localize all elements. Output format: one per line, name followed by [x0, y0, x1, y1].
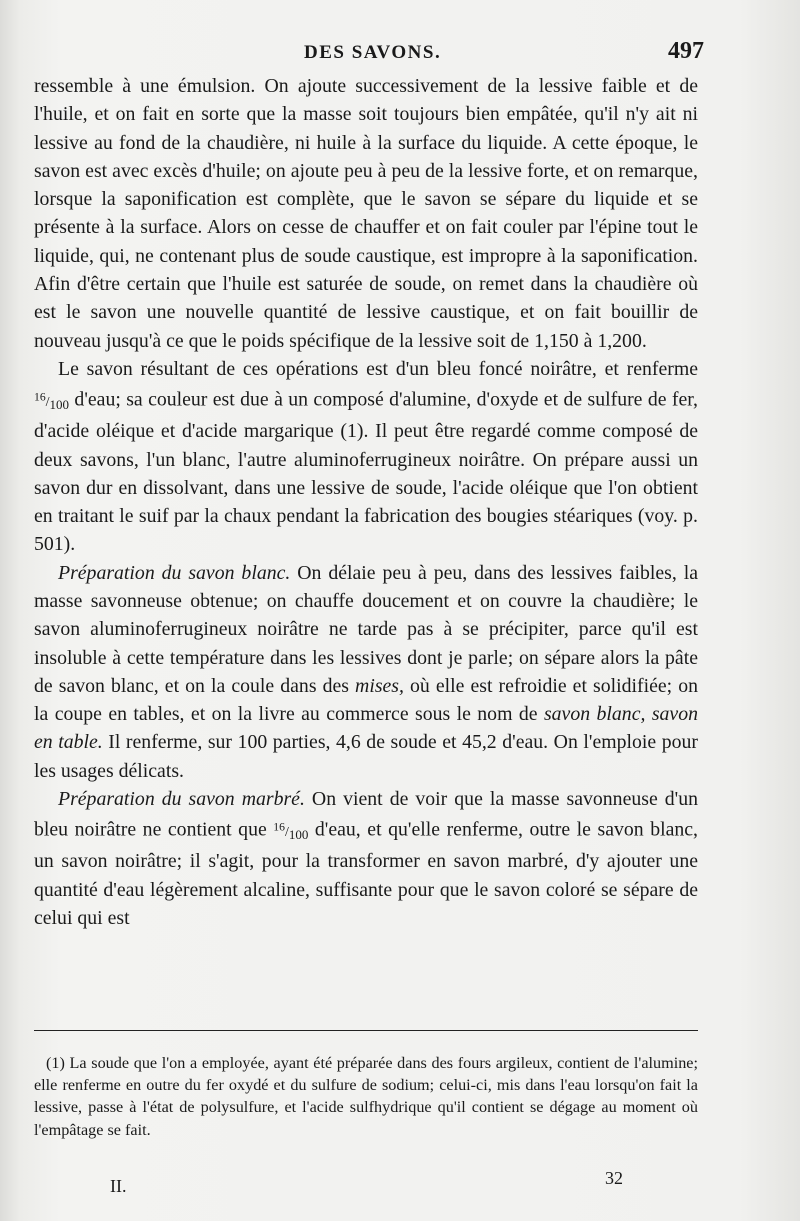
footnote-rule [34, 1030, 698, 1031]
paragraph-1: ressemble à une émulsion. On ajoute successivement de la lessive faible et de l'huile, et on fait en sorte que la masse soit toujours bien empâtée, qu'il n'y ait ni lessive au fond de la chaudière, ni huile à la surface du liquide. A cette époque, le savon est avec excès d'huile; on ajoute peu à peu de la lessive forte, et on remarque, lorsque la saponification est complète, que le savon se sépare du liquide et se présente à la surface. Alors on cesse de chauffer et on fait couler par l'épine tout le liquide, qui, ne contenant plus de soude caustique, est impropre à la saponification. Afin d'être certain que l'huile est saturée de soude, on remet dans la chaudière où est le savon une nouvelle quantité de lessive caustique, et on fait bouillir de nouveau jusqu'à ce que le poids spécifique de la lessive soit de 1,150 à 1,200. [34, 75, 698, 352]
paragraph-4-text-b: d'eau, et qu'elle renferme, outre le savon blanc, un savon noirâtre; il s'agit, pour la transformer en savon marbré, d'y ajouter une quantité d'eau légèrement alcaline, suffisante pour que le savon coloré se sépare de celui qui est [34, 819, 698, 929]
page-number: 497 [668, 38, 704, 64]
signature-mark-left: II. [110, 1176, 127, 1196]
paragraph-3-text-c: Il renferme, sur 100 parties, 4,6 de soude et 45,2 d'eau. On l'emploie pour les usages délicats. [34, 731, 698, 782]
body-text [34, 72, 698, 932]
paragraph-2 [34, 355, 698, 559]
paragraph-4-text-a: On vient de voir que la masse savonneuse d'un bleu noirâtre ne contient que [34, 788, 698, 842]
paragraph-2-text-b: d'eau; sa couleur est due à un composé d'alumine, d'oxyde et de sulfure de fer, d'acide oléique et d'acide margarique (1). Il peut être regardé comme composé de deux savons, l'un blanc, l'autre aluminoferrugineux noirâtre. On prépare aussi un savon dur en dissolvant, dans une lessive de soude, l'acide oléique que l'on obtient en traitant le suif par la chaux pendant la fabrication des bougies stéariques (voy. p. 501). [34, 388, 698, 556]
paragraph-2-text-a: Le savon résultant de ces opérations est d'un bleu foncé noirâtre, et renferme [58, 357, 698, 380]
fraction-denominator-2: 100 [288, 827, 309, 843]
section-heading-savon-marbre: Préparation du savon marbré. [58, 788, 305, 811]
section-heading-savon-blanc: Préparation du savon blanc. [58, 561, 291, 584]
paragraph-3 [34, 559, 698, 785]
term-savon-blanc: savon blanc, savon en table. [34, 703, 698, 754]
term-mises: mises, [355, 674, 404, 697]
fraction-denominator: 100 [49, 396, 70, 412]
signature-mark-right: 32 [605, 1168, 623, 1188]
running-header [34, 38, 704, 68]
footnote-1: (1) La soude que l'on a employée, ayant été préparée dans des fours argileux, contient de l'alumine; elle renferme en outre du fer oxydé et du sulfure de sodium; celui-ci, mis dans l'eau lorsqu'on fait la lessive, passe à l'état de polysulfure, et l'acide sulfhydrique qu'il contient se dégage au moment où l'empâtage se fait. [34, 1054, 698, 1139]
paragraph-4 [34, 785, 698, 932]
fraction-sixteen-hundredths: $^{16}$/100 [34, 390, 70, 412]
running-title: DES SAVONS. [304, 42, 442, 63]
fraction-numerator: 16 [34, 390, 46, 404]
paragraph-3-text-a: On délaie peu à peu, dans des lessives faibles, la masse savonneuse obtenue; on chauffe doucement et on couvre la chaudière; le savon aluminoferrugineux noirâtre ne tarde pas à se précipiter, parce qu'il est insoluble à cette température dans les lessives dont je parle; on sépare alors la pâte de savon blanc, et on la coule dans des [34, 561, 698, 697]
footnotes [34, 1052, 698, 1141]
fraction-numerator-2: 16 [273, 820, 285, 834]
fraction-sixteen-hundredths-2: $^{16}$/100 [273, 820, 309, 843]
paragraph-3-text-b: où elle est refroidie et solidifiée; on la coupe en tables, et on la livre au commerce sous le nom de [34, 674, 698, 726]
